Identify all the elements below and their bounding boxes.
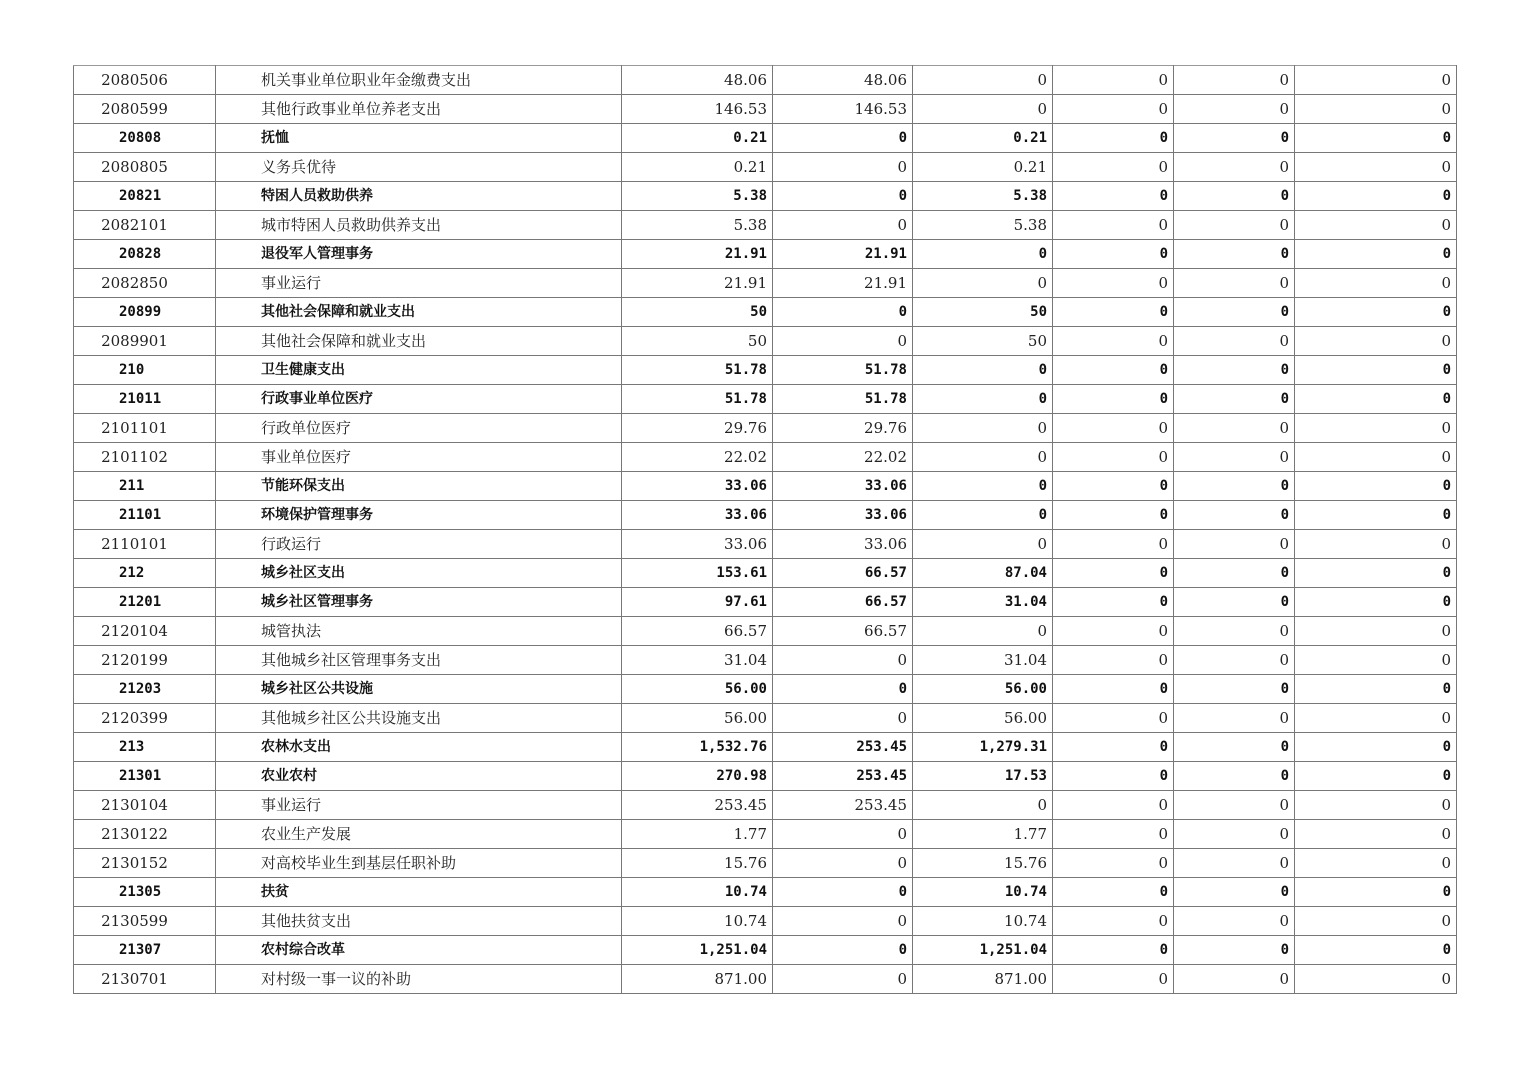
subject-name-cell: 抚恤 — [216, 124, 622, 153]
value-col-4-cell: 0 — [1053, 66, 1174, 95]
value-col-5-cell: 0 — [1174, 240, 1295, 269]
table-row — [74, 530, 1457, 559]
project-expenditure-cell: 10.74 — [913, 878, 1053, 907]
project-expenditure-cell: 1.77 — [913, 820, 1053, 849]
subject-code-cell: 210 — [74, 356, 216, 385]
value-col-5-cell: 0 — [1174, 443, 1295, 472]
subject-name-cell: 城乡社区公共设施 — [216, 675, 622, 704]
value-col-4-cell: 0 — [1053, 414, 1174, 443]
budget-table-sheet — [73, 65, 1457, 994]
subject-name-cell: 农村综合改革 — [216, 936, 622, 965]
subject-name-cell: 城乡社区支出 — [216, 559, 622, 588]
table-row — [74, 327, 1457, 356]
total-amount-cell: 56.00 — [622, 675, 773, 704]
table-row-category — [74, 385, 1457, 414]
subject-name-cell: 其他社会保障和就业支出 — [216, 298, 622, 327]
value-col-6-cell: 0 — [1295, 936, 1457, 965]
project-expenditure-cell: 50 — [913, 298, 1053, 327]
project-expenditure-cell: 0 — [913, 501, 1053, 530]
project-expenditure-cell: 5.38 — [913, 211, 1053, 240]
basic-expenditure-cell: 253.45 — [773, 791, 913, 820]
total-amount-cell: 1,532.76 — [622, 733, 773, 762]
table-row-category — [74, 878, 1457, 907]
table-row-category — [74, 472, 1457, 501]
table-row — [74, 704, 1457, 733]
value-col-6-cell: 0 — [1295, 327, 1457, 356]
basic-expenditure-cell: 22.02 — [773, 443, 913, 472]
project-expenditure-cell: 0 — [913, 269, 1053, 298]
table-row — [74, 153, 1457, 182]
value-col-4-cell: 0 — [1053, 385, 1174, 414]
value-col-5-cell: 0 — [1174, 791, 1295, 820]
basic-expenditure-cell: 21.91 — [773, 240, 913, 269]
value-col-4-cell: 0 — [1053, 530, 1174, 559]
value-col-5-cell: 0 — [1174, 820, 1295, 849]
value-col-6-cell: 0 — [1295, 965, 1457, 994]
value-col-6-cell: 0 — [1295, 385, 1457, 414]
value-col-5-cell: 0 — [1174, 617, 1295, 646]
value-col-5-cell: 0 — [1174, 907, 1295, 936]
basic-expenditure-cell: 0 — [773, 907, 913, 936]
value-col-5-cell: 0 — [1174, 327, 1295, 356]
value-col-6-cell: 0 — [1295, 298, 1457, 327]
table-row — [74, 907, 1457, 936]
subject-code-cell: 2089901 — [74, 327, 216, 356]
value-col-5-cell: 0 — [1174, 559, 1295, 588]
total-amount-cell: 66.57 — [622, 617, 773, 646]
basic-expenditure-cell: 0 — [773, 878, 913, 907]
value-col-5-cell: 0 — [1174, 356, 1295, 385]
total-amount-cell: 29.76 — [622, 414, 773, 443]
value-col-4-cell: 0 — [1053, 849, 1174, 878]
value-col-4-cell: 0 — [1053, 675, 1174, 704]
subject-name-cell: 义务兵优待 — [216, 153, 622, 182]
project-expenditure-cell: 871.00 — [913, 965, 1053, 994]
subject-name-cell: 对村级一事一议的补助 — [216, 965, 622, 994]
table-row-category — [74, 762, 1457, 791]
total-amount-cell: 33.06 — [622, 530, 773, 559]
basic-expenditure-cell: 48.06 — [773, 66, 913, 95]
value-col-4-cell: 0 — [1053, 211, 1174, 240]
table-row-category — [74, 356, 1457, 385]
value-col-4-cell: 0 — [1053, 646, 1174, 675]
subject-name-cell: 环境保护管理事务 — [216, 501, 622, 530]
table-row-category — [74, 559, 1457, 588]
project-expenditure-cell: 50 — [913, 327, 1053, 356]
subject-code-cell: 2130104 — [74, 791, 216, 820]
value-col-5-cell: 0 — [1174, 733, 1295, 762]
subject-name-cell: 其他行政事业单位养老支出 — [216, 95, 622, 124]
subject-code-cell: 21101 — [74, 501, 216, 530]
project-expenditure-cell: 0 — [913, 530, 1053, 559]
value-col-4-cell: 0 — [1053, 733, 1174, 762]
value-col-5-cell: 0 — [1174, 153, 1295, 182]
value-col-6-cell: 0 — [1295, 501, 1457, 530]
value-col-4-cell: 0 — [1053, 182, 1174, 211]
value-col-4-cell: 0 — [1053, 356, 1174, 385]
subject-code-cell: 2130152 — [74, 849, 216, 878]
project-expenditure-cell: 10.74 — [913, 907, 1053, 936]
subject-name-cell: 其他城乡社区公共设施支出 — [216, 704, 622, 733]
total-amount-cell: 0.21 — [622, 153, 773, 182]
value-col-4-cell: 0 — [1053, 762, 1174, 791]
basic-expenditure-cell: 0 — [773, 965, 913, 994]
value-col-6-cell: 0 — [1295, 791, 1457, 820]
subject-name-cell: 其他社会保障和就业支出 — [216, 327, 622, 356]
project-expenditure-cell: 56.00 — [913, 675, 1053, 704]
value-col-4-cell: 0 — [1053, 298, 1174, 327]
subject-name-cell: 城乡社区管理事务 — [216, 588, 622, 617]
total-amount-cell: 1,251.04 — [622, 936, 773, 965]
project-expenditure-cell: 0 — [913, 66, 1053, 95]
value-col-5-cell: 0 — [1174, 124, 1295, 153]
total-amount-cell: 5.38 — [622, 182, 773, 211]
subject-name-cell: 退役军人管理事务 — [216, 240, 622, 269]
value-col-6-cell: 0 — [1295, 762, 1457, 791]
table-row — [74, 849, 1457, 878]
total-amount-cell: 10.74 — [622, 907, 773, 936]
project-expenditure-cell: 0 — [913, 472, 1053, 501]
subject-name-cell: 其他城乡社区管理事务支出 — [216, 646, 622, 675]
subject-code-cell: 20828 — [74, 240, 216, 269]
value-col-6-cell: 0 — [1295, 240, 1457, 269]
basic-expenditure-cell: 33.06 — [773, 530, 913, 559]
project-expenditure-cell: 0 — [913, 617, 1053, 646]
value-col-4-cell: 0 — [1053, 153, 1174, 182]
table-row — [74, 95, 1457, 124]
project-expenditure-cell: 31.04 — [913, 588, 1053, 617]
value-col-5-cell: 0 — [1174, 211, 1295, 240]
value-col-6-cell: 0 — [1295, 878, 1457, 907]
total-amount-cell: 21.91 — [622, 269, 773, 298]
basic-expenditure-cell: 0 — [773, 820, 913, 849]
value-col-6-cell: 0 — [1295, 124, 1457, 153]
subject-name-cell: 农业生产发展 — [216, 820, 622, 849]
subject-name-cell: 其他扶贫支出 — [216, 907, 622, 936]
value-col-5-cell: 0 — [1174, 182, 1295, 211]
value-col-4-cell: 0 — [1053, 878, 1174, 907]
subject-code-cell: 2080506 — [74, 66, 216, 95]
value-col-4-cell: 0 — [1053, 820, 1174, 849]
basic-expenditure-cell: 253.45 — [773, 733, 913, 762]
basic-expenditure-cell: 146.53 — [773, 95, 913, 124]
basic-expenditure-cell: 0 — [773, 182, 913, 211]
value-col-5-cell: 0 — [1174, 849, 1295, 878]
basic-expenditure-cell: 253.45 — [773, 762, 913, 791]
subject-code-cell: 21301 — [74, 762, 216, 791]
value-col-5-cell: 0 — [1174, 414, 1295, 443]
subject-code-cell: 2120399 — [74, 704, 216, 733]
value-col-5-cell: 0 — [1174, 588, 1295, 617]
value-col-4-cell: 0 — [1053, 269, 1174, 298]
value-col-4-cell: 0 — [1053, 791, 1174, 820]
project-expenditure-cell: 0 — [913, 443, 1053, 472]
value-col-6-cell: 0 — [1295, 356, 1457, 385]
basic-expenditure-cell: 66.57 — [773, 617, 913, 646]
value-col-5-cell: 0 — [1174, 501, 1295, 530]
basic-expenditure-cell: 33.06 — [773, 501, 913, 530]
basic-expenditure-cell: 66.57 — [773, 559, 913, 588]
value-col-5-cell: 0 — [1174, 762, 1295, 791]
total-amount-cell: 21.91 — [622, 240, 773, 269]
table-row — [74, 269, 1457, 298]
table-row-category — [74, 936, 1457, 965]
value-col-6-cell: 0 — [1295, 153, 1457, 182]
basic-expenditure-cell: 0 — [773, 704, 913, 733]
subject-code-cell: 2101101 — [74, 414, 216, 443]
value-col-6-cell: 0 — [1295, 646, 1457, 675]
value-col-4-cell: 0 — [1053, 327, 1174, 356]
total-amount-cell: 33.06 — [622, 472, 773, 501]
subject-code-cell: 2080805 — [74, 153, 216, 182]
table-row — [74, 617, 1457, 646]
value-col-5-cell: 0 — [1174, 95, 1295, 124]
table-row-category — [74, 298, 1457, 327]
value-col-6-cell: 0 — [1295, 559, 1457, 588]
basic-expenditure-cell: 0 — [773, 153, 913, 182]
total-amount-cell: 31.04 — [622, 646, 773, 675]
subject-code-cell: 20821 — [74, 182, 216, 211]
subject-name-cell: 农林水支出 — [216, 733, 622, 762]
table-row — [74, 965, 1457, 994]
table-row-category — [74, 240, 1457, 269]
value-col-6-cell: 0 — [1295, 588, 1457, 617]
subject-code-cell: 211 — [74, 472, 216, 501]
value-col-4-cell: 0 — [1053, 240, 1174, 269]
project-expenditure-cell: 15.76 — [913, 849, 1053, 878]
subject-code-cell: 20808 — [74, 124, 216, 153]
value-col-6-cell: 0 — [1295, 66, 1457, 95]
value-col-5-cell: 0 — [1174, 269, 1295, 298]
subject-name-cell: 卫生健康支出 — [216, 356, 622, 385]
value-col-5-cell: 0 — [1174, 878, 1295, 907]
subject-code-cell: 213 — [74, 733, 216, 762]
subject-name-cell: 事业运行 — [216, 269, 622, 298]
value-col-4-cell: 0 — [1053, 965, 1174, 994]
subject-code-cell: 21201 — [74, 588, 216, 617]
project-expenditure-cell: 0 — [913, 356, 1053, 385]
value-col-5-cell: 0 — [1174, 66, 1295, 95]
value-col-6-cell: 0 — [1295, 530, 1457, 559]
value-col-4-cell: 0 — [1053, 588, 1174, 617]
total-amount-cell: 50 — [622, 327, 773, 356]
value-col-5-cell: 0 — [1174, 298, 1295, 327]
subject-name-cell: 事业单位医疗 — [216, 443, 622, 472]
value-col-5-cell: 0 — [1174, 704, 1295, 733]
value-col-4-cell: 0 — [1053, 704, 1174, 733]
value-col-5-cell: 0 — [1174, 530, 1295, 559]
total-amount-cell: 253.45 — [622, 791, 773, 820]
project-expenditure-cell: 56.00 — [913, 704, 1053, 733]
project-expenditure-cell: 1,251.04 — [913, 936, 1053, 965]
value-col-6-cell: 0 — [1295, 849, 1457, 878]
value-col-6-cell: 0 — [1295, 269, 1457, 298]
total-amount-cell: 56.00 — [622, 704, 773, 733]
basic-expenditure-cell: 29.76 — [773, 414, 913, 443]
subject-code-cell: 212 — [74, 559, 216, 588]
total-amount-cell: 146.53 — [622, 95, 773, 124]
subject-code-cell: 2130122 — [74, 820, 216, 849]
project-expenditure-cell: 0.21 — [913, 124, 1053, 153]
total-amount-cell: 51.78 — [622, 385, 773, 414]
subject-name-cell: 城管执法 — [216, 617, 622, 646]
value-col-4-cell: 0 — [1053, 936, 1174, 965]
total-amount-cell: 10.74 — [622, 878, 773, 907]
basic-expenditure-cell: 0 — [773, 211, 913, 240]
value-col-5-cell: 0 — [1174, 936, 1295, 965]
value-col-6-cell: 0 — [1295, 443, 1457, 472]
subject-code-cell: 2110101 — [74, 530, 216, 559]
project-expenditure-cell: 17.53 — [913, 762, 1053, 791]
value-col-6-cell: 0 — [1295, 211, 1457, 240]
value-col-4-cell: 0 — [1053, 95, 1174, 124]
subject-name-cell: 行政事业单位医疗 — [216, 385, 622, 414]
subject-code-cell: 2130599 — [74, 907, 216, 936]
value-col-6-cell: 0 — [1295, 675, 1457, 704]
table-row — [74, 791, 1457, 820]
table-row-category — [74, 182, 1457, 211]
project-expenditure-cell: 0 — [913, 414, 1053, 443]
total-amount-cell: 51.78 — [622, 356, 773, 385]
basic-expenditure-cell: 51.78 — [773, 385, 913, 414]
value-col-6-cell: 0 — [1295, 95, 1457, 124]
subject-code-cell: 2101102 — [74, 443, 216, 472]
subject-name-cell: 农业农村 — [216, 762, 622, 791]
value-col-4-cell: 0 — [1053, 472, 1174, 501]
subject-code-cell: 21011 — [74, 385, 216, 414]
basic-expenditure-cell: 0 — [773, 124, 913, 153]
total-amount-cell: 33.06 — [622, 501, 773, 530]
value-col-5-cell: 0 — [1174, 675, 1295, 704]
subject-name-cell: 事业运行 — [216, 791, 622, 820]
total-amount-cell: 1.77 — [622, 820, 773, 849]
value-col-5-cell: 0 — [1174, 472, 1295, 501]
total-amount-cell: 48.06 — [622, 66, 773, 95]
basic-expenditure-cell: 0 — [773, 298, 913, 327]
value-col-6-cell: 0 — [1295, 182, 1457, 211]
project-expenditure-cell: 0 — [913, 791, 1053, 820]
value-col-6-cell: 0 — [1295, 617, 1457, 646]
project-expenditure-cell: 0 — [913, 95, 1053, 124]
basic-expenditure-cell: 0 — [773, 849, 913, 878]
budget-expenditure-table — [73, 65, 1457, 994]
subject-code-cell: 20899 — [74, 298, 216, 327]
table-row-category — [74, 124, 1457, 153]
table-row-category — [74, 501, 1457, 530]
subject-name-cell: 机关事业单位职业年金缴费支出 — [216, 66, 622, 95]
value-col-5-cell: 0 — [1174, 965, 1295, 994]
subject-code-cell: 21307 — [74, 936, 216, 965]
subject-code-cell: 2082850 — [74, 269, 216, 298]
basic-expenditure-cell: 66.57 — [773, 588, 913, 617]
value-col-4-cell: 0 — [1053, 559, 1174, 588]
subject-name-cell: 行政运行 — [216, 530, 622, 559]
value-col-6-cell: 0 — [1295, 472, 1457, 501]
project-expenditure-cell: 31.04 — [913, 646, 1053, 675]
table-row — [74, 646, 1457, 675]
value-col-4-cell: 0 — [1053, 443, 1174, 472]
subject-code-cell: 2130701 — [74, 965, 216, 994]
basic-expenditure-cell: 33.06 — [773, 472, 913, 501]
table-row-category — [74, 588, 1457, 617]
value-col-6-cell: 0 — [1295, 704, 1457, 733]
subject-code-cell: 2120104 — [74, 617, 216, 646]
total-amount-cell: 153.61 — [622, 559, 773, 588]
project-expenditure-cell: 1,279.31 — [913, 733, 1053, 762]
value-col-4-cell: 0 — [1053, 501, 1174, 530]
basic-expenditure-cell: 0 — [773, 646, 913, 675]
table-row — [74, 66, 1457, 95]
table-row-category — [74, 733, 1457, 762]
subject-name-cell: 特困人员救助供养 — [216, 182, 622, 211]
subject-name-cell: 扶贫 — [216, 878, 622, 907]
basic-expenditure-cell: 0 — [773, 936, 913, 965]
value-col-6-cell: 0 — [1295, 733, 1457, 762]
project-expenditure-cell: 87.04 — [913, 559, 1053, 588]
table-row — [74, 211, 1457, 240]
subject-code-cell: 21203 — [74, 675, 216, 704]
table-row — [74, 414, 1457, 443]
value-col-5-cell: 0 — [1174, 646, 1295, 675]
total-amount-cell: 5.38 — [622, 211, 773, 240]
basic-expenditure-cell: 0 — [773, 327, 913, 356]
basic-expenditure-cell: 51.78 — [773, 356, 913, 385]
project-expenditure-cell: 0 — [913, 240, 1053, 269]
subject-name-cell: 节能环保支出 — [216, 472, 622, 501]
project-expenditure-cell: 0.21 — [913, 153, 1053, 182]
table-row — [74, 820, 1457, 849]
value-col-4-cell: 0 — [1053, 124, 1174, 153]
subject-name-cell: 城市特困人员救助供养支出 — [216, 211, 622, 240]
total-amount-cell: 50 — [622, 298, 773, 327]
subject-code-cell: 2082101 — [74, 211, 216, 240]
value-col-4-cell: 0 — [1053, 617, 1174, 646]
table-row — [74, 443, 1457, 472]
table-row-category — [74, 675, 1457, 704]
subject-code-cell: 2120199 — [74, 646, 216, 675]
value-col-4-cell: 0 — [1053, 907, 1174, 936]
total-amount-cell: 270.98 — [622, 762, 773, 791]
project-expenditure-cell: 0 — [913, 385, 1053, 414]
total-amount-cell: 22.02 — [622, 443, 773, 472]
subject-name-cell: 对高校毕业生到基层任职补助 — [216, 849, 622, 878]
total-amount-cell: 15.76 — [622, 849, 773, 878]
total-amount-cell: 0.21 — [622, 124, 773, 153]
basic-expenditure-cell: 0 — [773, 675, 913, 704]
total-amount-cell: 97.61 — [622, 588, 773, 617]
subject-name-cell: 行政单位医疗 — [216, 414, 622, 443]
subject-code-cell: 21305 — [74, 878, 216, 907]
subject-code-cell: 2080599 — [74, 95, 216, 124]
basic-expenditure-cell: 21.91 — [773, 269, 913, 298]
project-expenditure-cell: 5.38 — [913, 182, 1053, 211]
value-col-6-cell: 0 — [1295, 907, 1457, 936]
value-col-6-cell: 0 — [1295, 820, 1457, 849]
table-body — [74, 66, 1457, 994]
total-amount-cell: 871.00 — [622, 965, 773, 994]
value-col-6-cell: 0 — [1295, 414, 1457, 443]
value-col-5-cell: 0 — [1174, 385, 1295, 414]
